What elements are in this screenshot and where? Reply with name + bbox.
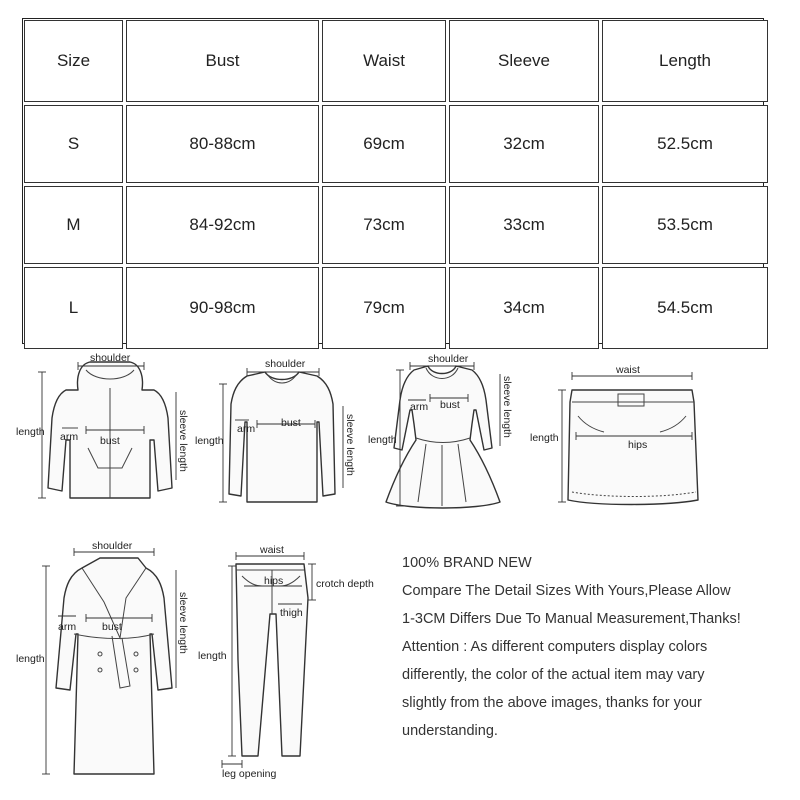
attention-note-line-2: differently, the color of the actual item may vary bbox=[402, 667, 705, 683]
sweater-shoulder-label: shoulder bbox=[265, 358, 306, 370]
sweater-bust-label: bust bbox=[281, 417, 301, 429]
hoodie-bust-label: bust bbox=[100, 435, 120, 447]
header-size: Size bbox=[24, 20, 123, 102]
hoodie-length-label: length bbox=[16, 426, 45, 438]
dress-bust-label: bust bbox=[440, 399, 460, 411]
product-notes bbox=[402, 549, 792, 745]
hoodie-diagram bbox=[10, 348, 190, 518]
coat-outline bbox=[56, 558, 172, 774]
sweater-arm-label: arm bbox=[237, 423, 256, 435]
pants-hips-label: hips bbox=[264, 575, 284, 587]
row-s-bust: 80-88cm bbox=[126, 105, 319, 183]
dress-length-label: length bbox=[368, 434, 397, 446]
hoodie-shoulder-label: shoulder bbox=[90, 352, 131, 364]
compare-note-line-1: Compare The Detail Sizes With Yours,Please Allow bbox=[402, 583, 731, 599]
header-bust: Bust bbox=[126, 20, 319, 102]
sweater-sleeve-length-label: sleeve length bbox=[344, 414, 356, 476]
coat-arm-label: arm bbox=[58, 621, 77, 633]
row-l-bust: 90-98cm bbox=[126, 267, 319, 349]
pants-thigh-label: thigh bbox=[280, 607, 303, 619]
sweater-diagram bbox=[195, 352, 370, 517]
header-length: Length bbox=[602, 20, 768, 102]
header-sleeve: Sleeve bbox=[449, 20, 599, 102]
dress-sleeve-length-label: sleeve length bbox=[501, 376, 513, 438]
row-l-size: L bbox=[24, 267, 123, 349]
skirt-diagram bbox=[526, 360, 706, 520]
coat-diagram bbox=[12, 538, 207, 783]
hoodie-sleeve-length-label: sleeve length bbox=[177, 410, 189, 472]
coat-bust-label: bust bbox=[102, 621, 122, 633]
row-m-sleeve: 33cm bbox=[449, 186, 599, 264]
attention-note-line-4: understanding. bbox=[402, 723, 498, 739]
pants-leg-opening-label: leg opening bbox=[222, 768, 277, 780]
sweater-body-outline bbox=[229, 372, 335, 502]
dress-outline bbox=[386, 366, 500, 508]
pants-length-label: length bbox=[198, 650, 227, 662]
row-m-waist: 73cm bbox=[322, 186, 446, 264]
row-m-size: M bbox=[24, 186, 123, 264]
dress-arm-label: arm bbox=[410, 401, 429, 413]
row-l-waist: 79cm bbox=[322, 267, 446, 349]
row-s-length: 52.5cm bbox=[602, 105, 768, 183]
pants-crotch-depth-label: crotch depth bbox=[316, 578, 374, 590]
skirt-hips-label: hips bbox=[628, 439, 648, 451]
row-l-sleeve: 34cm bbox=[449, 267, 599, 349]
row-s-sleeve: 32cm bbox=[449, 105, 599, 183]
row-m-bust: 84-92cm bbox=[126, 186, 319, 264]
row-s-waist: 69cm bbox=[322, 105, 446, 183]
row-s-size: S bbox=[24, 105, 123, 183]
skirt-length-label: length bbox=[530, 432, 559, 444]
attention-note-line-3: slightly from the above images, thanks for your bbox=[402, 695, 702, 711]
coat-sleeve-length-label: sleeve length bbox=[177, 592, 189, 654]
coat-length-label: length bbox=[16, 653, 45, 665]
attention-note-line-1: Attention : As different computers display colors bbox=[402, 639, 708, 655]
brand-new-note: 100% BRAND NEW bbox=[402, 555, 532, 571]
compare-note-line-2: 1-3CM Differs Due To Manual Measurement,Thanks! bbox=[402, 611, 741, 627]
skirt-waist-label: waist bbox=[616, 364, 640, 376]
pants-diagram bbox=[192, 540, 397, 785]
row-m-length: 53.5cm bbox=[602, 186, 768, 264]
dress-diagram bbox=[366, 350, 526, 520]
header-waist: Waist bbox=[322, 20, 446, 102]
sweater-length-label: length bbox=[195, 435, 224, 447]
pants-waist-label: waist bbox=[260, 544, 284, 556]
dress-shoulder-label: shoulder bbox=[428, 353, 469, 365]
coat-shoulder-label: shoulder bbox=[92, 540, 133, 552]
size-chart-table bbox=[22, 18, 764, 344]
row-l-length: 54.5cm bbox=[602, 267, 768, 349]
hoodie-arm-label: arm bbox=[60, 431, 79, 443]
